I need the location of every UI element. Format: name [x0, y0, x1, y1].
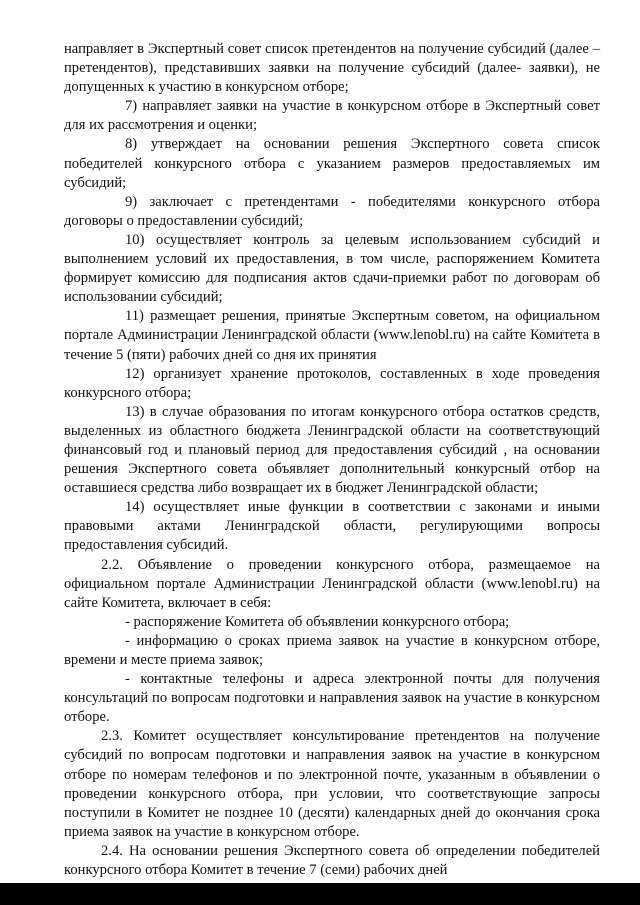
paragraph-item-14: 14) осуществляет иные функции в соответствии с законами и иными правовыми актами Ленинградской области, регулирующими вопросы предоставления субсидий. [64, 499, 600, 554]
document-body [64, 40, 600, 880]
scan-bottom-edge [0, 883, 640, 905]
paragraph-bullet-contacts: - контактные телефоны и адреса электронной почты для получения консультаций по вопросам подготовки и направления заявок на участие в конкурсном отборе. [64, 671, 600, 726]
paragraph-section-2-3: 2.3. Комитет осуществляет консультирование претендентов на получение субсидий по вопросам подготовки и направления заявок на участие в конкурсном отборе по номерам телефонов и по электронной почте, указанным в объявлении о проведении конкурсного отбора, при условии, что соответствующие запросы поступили в Комитет не позднее 10 (десяти) календарных дней до окончания срока приема заявок на участие в конкурсном отборе. [64, 728, 600, 840]
paragraph-item-8: 8) утверждает на основании решения Экспертного совета список победителей конкурсного отбора с указанием размеров предоставляемых им субсидий; [64, 136, 600, 191]
paragraph-intro: направляет в Экспертный совет список претендентов на получение субсидий (далее – претендентов), представивших заявки на получение субсидий (далее- заявки), не допущенных к участию в конкурсном отборе; [64, 41, 600, 96]
paragraph-item-7: 7) направляет заявки на участие в конкурсном отборе в Экспертный совет для их рассмотрения и оценки; [64, 98, 600, 134]
paragraph-item-10: 10) осуществляет контроль за целевым использованием субсидий и выполнением условий их предоставления, в том числе, распоряжением Комитета формирует комиссию для подписания актов сдачи-приемки работ по договорам об использовании субсидий; [64, 231, 600, 306]
paragraph-item-11: 11) размещает решения, принятые Экспертным советом, на официальном портале Администрации Ленинградской области (www.lenobl.ru) на сайте Комитета в течение 5 (пяти) рабочих дней со дня их принятия [64, 308, 600, 363]
paragraph-item-9: 9) заключает с претендентами - победителями конкурсного отбора договоры о предоставлении субсидий; [64, 193, 600, 229]
paragraph-item-12: 12) организует хранение протоколов, составленных в ходе проведения конкурсного отбора; [64, 365, 600, 401]
paragraph-section-2-4: 2.4. На основании решения Экспертного совета об определении победителей конкурсного отбора Комитет в течение 7 (семи) рабочих дней [64, 842, 600, 879]
paragraph-bullet-order: - распоряжение Комитета об объявлении конкурсного отбора; [125, 613, 510, 630]
paragraph-item-13: 13) в случае образования по итогам конкурсного отбора остатков средств, выделенных из областного бюджета Ленинградской области на соответствующий финансовый год и плановый период для предоставления субсидий , на основании решения Экспертного совета объявляет дополнительный конкурсный отбор на оставшиеся средства либо возвращает их в бюджет Ленинградской области; [64, 403, 600, 497]
paragraph-section-2-2: 2.2. Объявление о проведении конкурсного отбора, размещаемое на официальном портале Администрации Ленинградской области (www.lenobl.ru) на сайте Комитета, включает в себя: [64, 556, 600, 611]
paragraph-bullet-deadlines: - информацию о сроках приема заявок на участие в конкурсном отборе, времени и месте приема заявок; [64, 632, 600, 668]
